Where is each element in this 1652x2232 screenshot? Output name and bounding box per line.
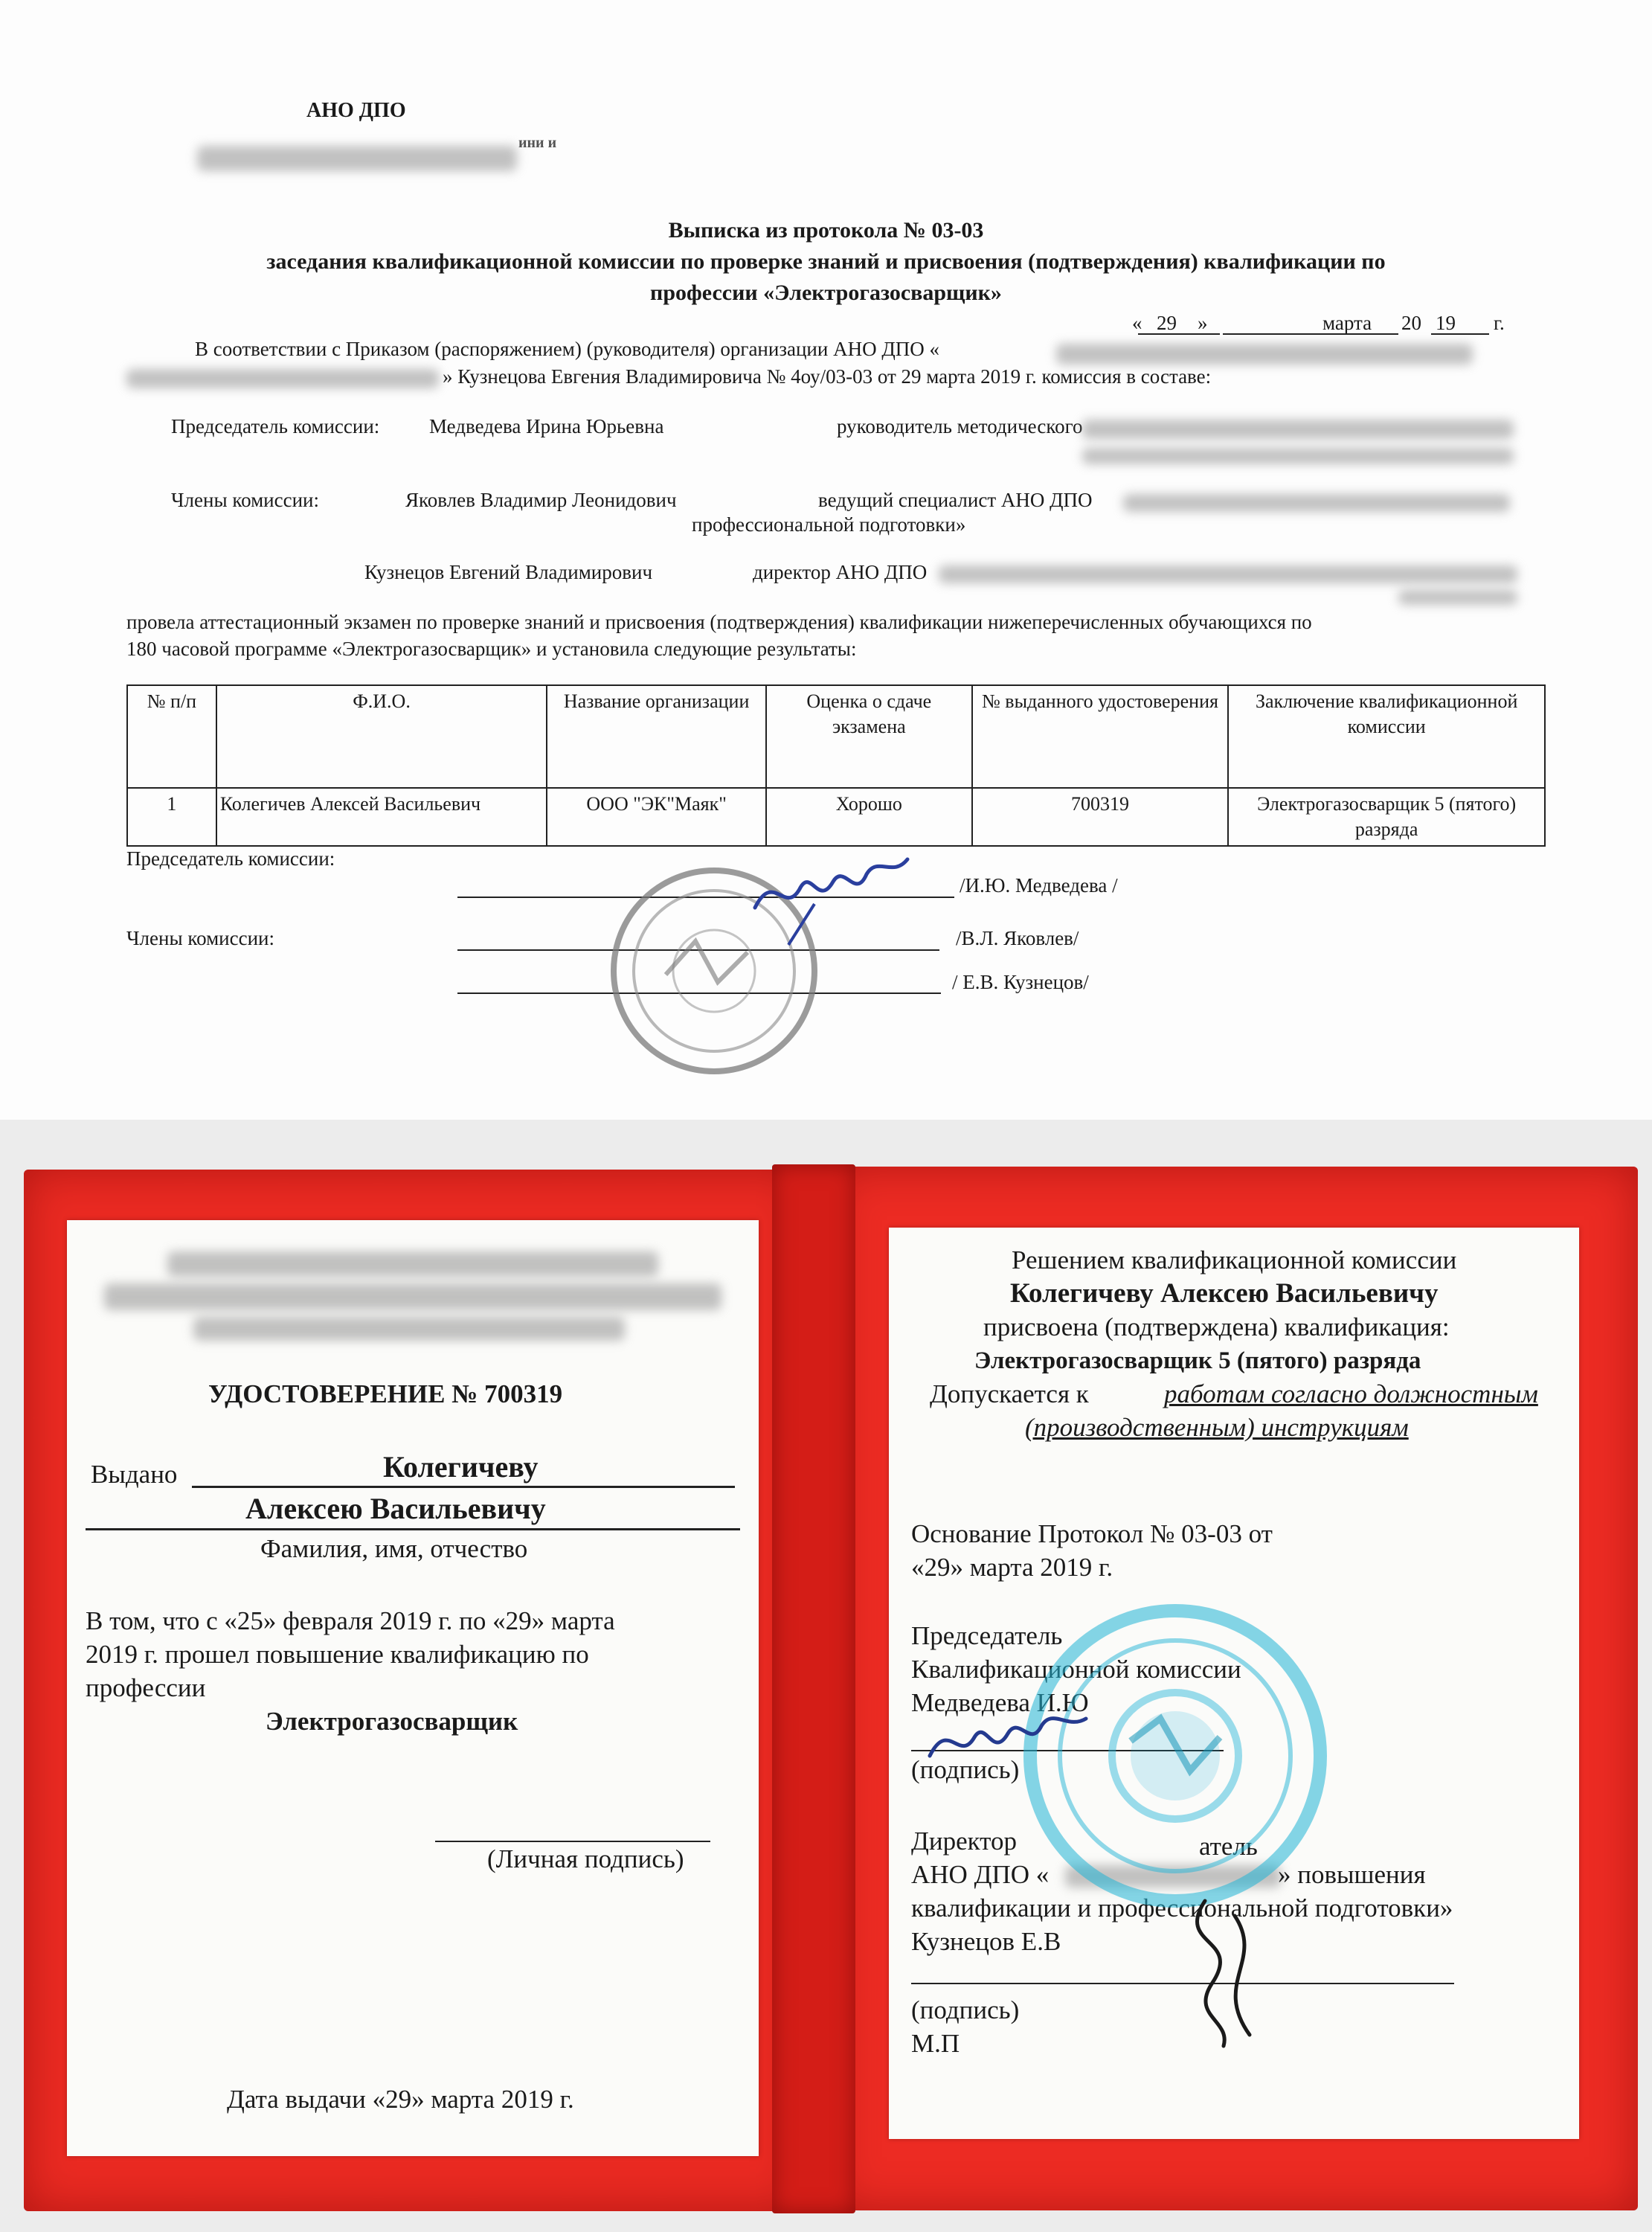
header-cert-no: № выданного удостоверения: [972, 685, 1229, 788]
date-month-line: [1223, 333, 1398, 335]
holder-caption: Фамилия, имя, отчество: [260, 1534, 528, 1563]
sign-chair-name: /И.Ю. Медведева /: [960, 874, 1118, 897]
date-quote-close: »: [1198, 312, 1208, 334]
redacted-org-tail: [126, 369, 439, 388]
redacted-chair-position-2: [1082, 448, 1514, 464]
date-quote-open: «: [1132, 312, 1142, 334]
date-year-unit: г.: [1494, 312, 1505, 334]
redacted-member2-position-2: [1398, 590, 1517, 605]
issue-date: Дата выдачи «29» марта 2019 г.: [227, 2085, 574, 2114]
signature-icon: [744, 848, 915, 952]
director-line-1: Директор: [911, 1827, 1018, 1856]
redacted-issuer-line-3: [193, 1317, 625, 1341]
body-line-3: профессии: [86, 1673, 206, 1702]
cell-org: ООО "ЭК"Маяк": [547, 788, 766, 846]
protocol-profession: профессии «Электрогазосварщик»: [650, 280, 1002, 305]
body-line-1: В том, что с «25» февраля 2019 г. по «29» марта: [86, 1606, 615, 1635]
redacted-issuer-line-2: [104, 1283, 721, 1310]
redacted-org-full-name: [1056, 344, 1473, 365]
chair-position: руководитель методического: [837, 415, 1083, 437]
date-day-line: [1138, 333, 1220, 335]
personal-signature-line: [435, 1841, 710, 1842]
members-label: Члены комиссии:: [171, 489, 319, 511]
intro-line-1: В соответствии с Приказом (распоряжением) (руководителя) организации АНО ДПО «: [195, 338, 939, 360]
holder-line-2: Алексею Васильевичу: [245, 1492, 546, 1525]
decision-line-1: Решением квалификационной комиссии: [1012, 1245, 1457, 1274]
results-table: [126, 684, 1546, 847]
protocol-subtitle: заседания квалификационной комиссии по проверке знаний и присвоения (подтверждения) квалификации по: [266, 249, 1386, 274]
chair-line-3: Медведева И.Ю: [911, 1688, 1089, 1717]
header-org: Название организации: [547, 685, 766, 788]
redacted-member2-position: [939, 565, 1517, 583]
decision-qualification: Электрогазосварщик 5 (пятого) разряда: [974, 1347, 1421, 1374]
protocol-title: Выписка из протокола № 03-03: [668, 218, 984, 243]
decision-holder: Колегичеву Алексею Васильевичу: [1010, 1278, 1439, 1309]
exam-line-2: 180 часовой программе «Электрогазосварщик» и установила следующие результаты:: [126, 638, 857, 660]
header-grade: Оценка о сдаче экзамена: [766, 685, 972, 788]
chair-line-2: Квалификационной комиссии: [911, 1655, 1241, 1684]
director-line-3: квалификации и профессиональной подготовки»: [911, 1893, 1453, 1922]
director-line-2: АНО ДПО «: [911, 1860, 1050, 1889]
cell-num: 1: [127, 788, 216, 846]
header-fio: Ф.И.О.: [216, 685, 547, 788]
director-line-4: Кузнецов Е.В: [911, 1927, 1061, 1956]
redacted-issuer-line-1: [167, 1251, 658, 1277]
holder-line-1-underline: [192, 1486, 735, 1488]
org-header-tail: ини и: [518, 135, 557, 151]
admitted-label: Допускается к: [930, 1379, 1089, 1408]
table-header-row: [127, 685, 1545, 788]
chair-name: Медведева Ирина Юрьевна: [429, 415, 664, 437]
cell-conclusion: Электрогазосварщик 5 (пятого) разряда: [1228, 788, 1545, 846]
certificate-title: УДОСТОВЕРЕНИЕ № 700319: [208, 1379, 563, 1408]
member2-name: Кузнецов Евгений Владимирович: [364, 561, 653, 583]
basis-line-2: «29» марта 2019 г.: [911, 1553, 1113, 1582]
issued-label: Выдано: [91, 1460, 178, 1489]
admitted-line-1: работам согласно должностным: [1164, 1379, 1538, 1408]
redacted-chair-position: [1082, 420, 1514, 439]
chair-sign-caption: (подпись): [911, 1755, 1020, 1784]
admitted-line-2: (производственным) инструкциям: [1025, 1413, 1409, 1442]
signature-caption: (Личная подпись): [487, 1844, 684, 1873]
intro-line-2: » Кузнецова Евгения Владимировича № 4оу/03-03 от 29 марта 2019 г. комиссия в составе:: [443, 365, 1212, 388]
date-month: марта: [1322, 312, 1372, 334]
org-header: АНО ДПО: [306, 99, 406, 122]
director-signature-icon: [1160, 1886, 1279, 2050]
basis-line-1: Основание Протокол № 03-03 от: [911, 1519, 1273, 1548]
exam-line-1: провела аттестационный экзамен по проверке знаний и присвоения (подтверждения) квалификации нижеперечисленных обучающихся по: [126, 611, 1312, 633]
redacted-org-name: [197, 146, 517, 171]
header-num: № п/п: [127, 685, 216, 788]
member2-position: директор АНО ДПО: [753, 561, 928, 583]
date-year-prefix: 20: [1401, 312, 1421, 334]
cover-spine: [772, 1164, 855, 2213]
cell-cert-no: 700319: [972, 788, 1229, 846]
director-line-1-tail: атель: [1199, 1832, 1258, 1861]
holder-line-1: Колегичеву: [383, 1450, 539, 1484]
redacted-member1-position: [1123, 494, 1510, 512]
table-row: [127, 788, 1545, 846]
chair-line-1: Председатель: [911, 1621, 1063, 1650]
date-day: 29: [1157, 312, 1177, 334]
member1-name: Яковлев Владимир Леонидович: [405, 489, 677, 511]
date-year-line: [1431, 333, 1489, 335]
chair-label: Председатель комиссии:: [171, 415, 380, 437]
profession: Электрогазосварщик: [266, 1707, 518, 1736]
chair-signature-icon: [922, 1704, 1093, 1786]
sign-chair-label: Председатель комиссии:: [126, 847, 335, 870]
body-line-2: 2019 г. прошел повышение квалификацию по: [86, 1640, 589, 1669]
member1-position: ведущий специалист АНО ДПО: [818, 489, 1093, 511]
director-line-2-tail: » повышения: [1278, 1860, 1426, 1889]
seal-place: М.П: [911, 2029, 960, 2058]
cell-grade: Хорошо: [766, 788, 972, 846]
header-conclusion: Заключение квалификационной комиссии: [1228, 685, 1545, 788]
member1-position-line-2: профессиональной подготовки»: [692, 513, 966, 536]
date-year-suffix: 19: [1436, 312, 1456, 334]
director-sign-caption: (подпись): [911, 1995, 1020, 2024]
holder-line-2-underline: [86, 1528, 740, 1530]
sign-members-label: Члены комиссии:: [126, 927, 274, 949]
sign-member1-name: /В.Л. Яковлев/: [956, 927, 1079, 949]
decision-line-3: присвоена (подтверждена) квалификация:: [983, 1312, 1450, 1341]
cell-fio: Колегичев Алексей Васильевич: [216, 788, 547, 846]
sign-member2-name: / Е.В. Кузнецов/: [952, 971, 1089, 993]
